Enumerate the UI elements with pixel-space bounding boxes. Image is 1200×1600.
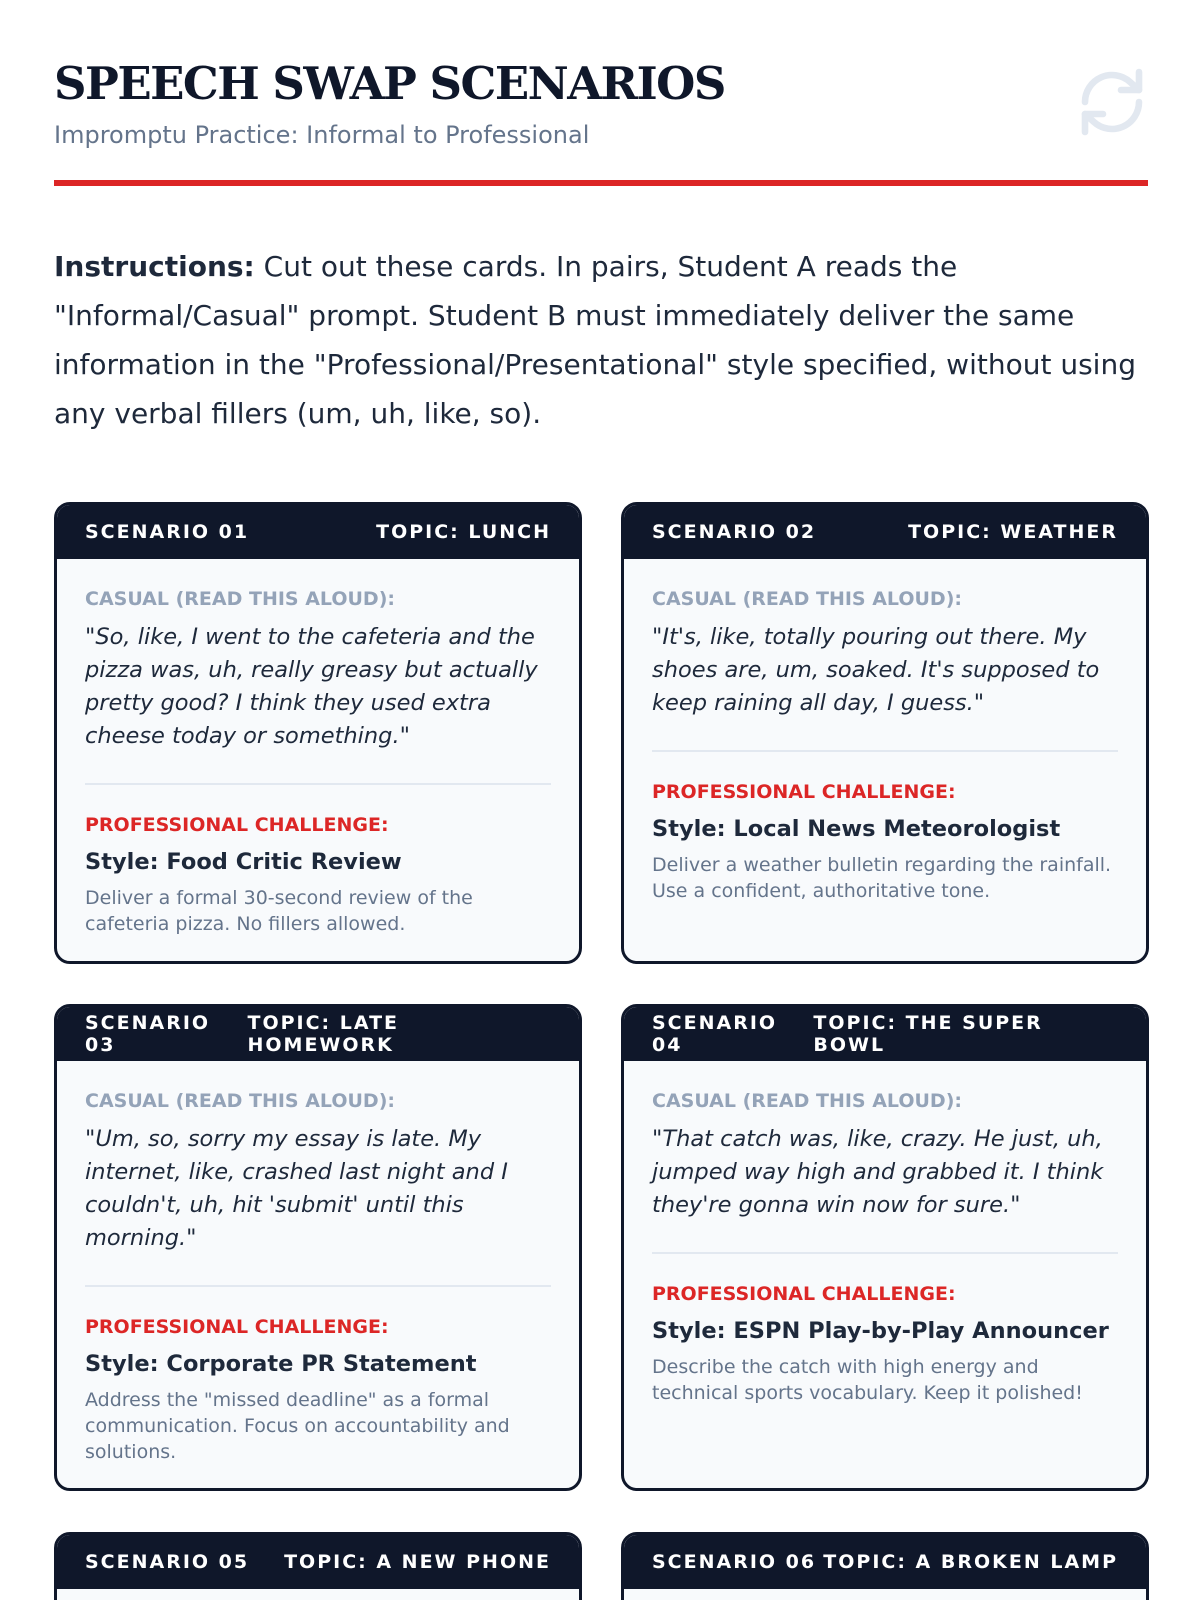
casual-label: CASUAL (READ THIS ALOUD):	[652, 1090, 962, 1112]
challenge-task: Deliver a formal 30-second review of the cafeteria pizza. No fillers allowed.	[85, 887, 473, 935]
card-header	[624, 1007, 1146, 1061]
scenario-card	[621, 1532, 1149, 1600]
scenario-topic: TOPIC: WEATHER	[908, 521, 1118, 543]
casual-prompt: "That catch was, like, crazy. He just, uh, jumped way high and grabbed it. I think they're gonna win now for sure."	[652, 1126, 1104, 1218]
card-divider	[85, 1285, 551, 1287]
challenge-task: Describe the catch with high energy and technical sports vocabulary. Keep it polished!	[652, 1356, 1083, 1404]
challenge-style: Style: Food Critic Review	[85, 849, 402, 875]
challenge-style: Style: ESPN Play-by-Play Announcer	[652, 1318, 1109, 1344]
challenge-style: Style: Local News Meteorologist	[652, 816, 1061, 842]
scenario-card	[54, 502, 582, 964]
professional-label: PROFESSIONAL CHALLENGE:	[652, 1283, 956, 1305]
header-divider	[54, 180, 1148, 186]
scenario-card	[54, 1004, 582, 1491]
card-divider	[652, 750, 1118, 752]
instructions-label: Instructions:	[54, 250, 255, 283]
scenario-topic: TOPIC: A BROKEN LAMP	[823, 1551, 1118, 1573]
instructions-text: Cut out these cards. In pairs, Student A reads the "Informal/Casual" prompt. Student B must immediately deliver the same information in the "Professional/Presentational" style specified, without using any verbal fillers (um, uh, like, so).	[54, 250, 1136, 430]
scenario-topic: TOPIC: LUNCH	[376, 521, 551, 543]
casual-label: CASUAL (READ THIS ALOUD):	[85, 588, 395, 610]
challenge-style: Style: Corporate PR Statement	[85, 1351, 477, 1377]
page-title: SPEECH SWAP SCENARIOS	[54, 57, 725, 110]
scenario-number: SCENARIO 01	[85, 521, 250, 543]
scenario-card	[621, 1004, 1149, 1491]
scenario-number: SCENARIO 03	[85, 1012, 211, 1056]
scenario-topic: TOPIC: THE SUPER BOWL	[813, 1012, 1043, 1056]
challenge-task: Deliver a weather bulletin regarding the rainfall. Use a confident, authoritative tone.	[652, 854, 1112, 902]
casual-prompt: "So, like, I went to the cafeteria and the pizza was, uh, really greasy but actually pretty good? I think they used extra cheese today or something."	[85, 624, 538, 749]
page-header	[54, 58, 1148, 150]
card-header	[57, 505, 579, 559]
scenario-number: SCENARIO 04	[652, 1012, 778, 1056]
scenario-number: SCENARIO 05	[85, 1551, 250, 1573]
card-divider	[652, 1252, 1118, 1254]
scenario-topic: TOPIC: A NEW PHONE	[284, 1551, 551, 1573]
card-header	[624, 505, 1146, 559]
casual-label: CASUAL (READ THIS ALOUD):	[652, 588, 962, 610]
scenario-number: SCENARIO 02	[652, 521, 817, 543]
challenge-task: Address the "missed deadline" as a formal communication. Focus on accountability and solutions.	[85, 1389, 510, 1463]
scenario-card	[54, 1532, 582, 1600]
card-header	[57, 1535, 579, 1589]
casual-label: CASUAL (READ THIS ALOUD):	[85, 1090, 395, 1112]
professional-label: PROFESSIONAL CHALLENGE:	[85, 814, 389, 836]
card-header	[624, 1535, 1146, 1589]
card-divider	[85, 783, 551, 785]
refresh-icon[interactable]	[1076, 66, 1148, 138]
instructions	[54, 242, 1148, 438]
card-header	[57, 1007, 579, 1061]
scenario-number: SCENARIO 06	[652, 1551, 817, 1573]
professional-label: PROFESSIONAL CHALLENGE:	[85, 1316, 389, 1338]
page-subtitle: Impromptu Practice: Informal to Professional	[54, 121, 590, 149]
casual-prompt: "It's, like, totally pouring out there. My shoes are, um, soaked. It's supposed to keep raining all day, I guess."	[652, 624, 1100, 716]
scenario-card	[621, 502, 1149, 964]
professional-label: PROFESSIONAL CHALLENGE:	[652, 781, 956, 803]
casual-prompt: "Um, so, sorry my essay is late. My internet, like, crashed last night and I couldn't, uh, hit 'submit' until this morning."	[85, 1126, 508, 1251]
scenario-topic: TOPIC: LATE HOMEWORK	[247, 1012, 400, 1056]
